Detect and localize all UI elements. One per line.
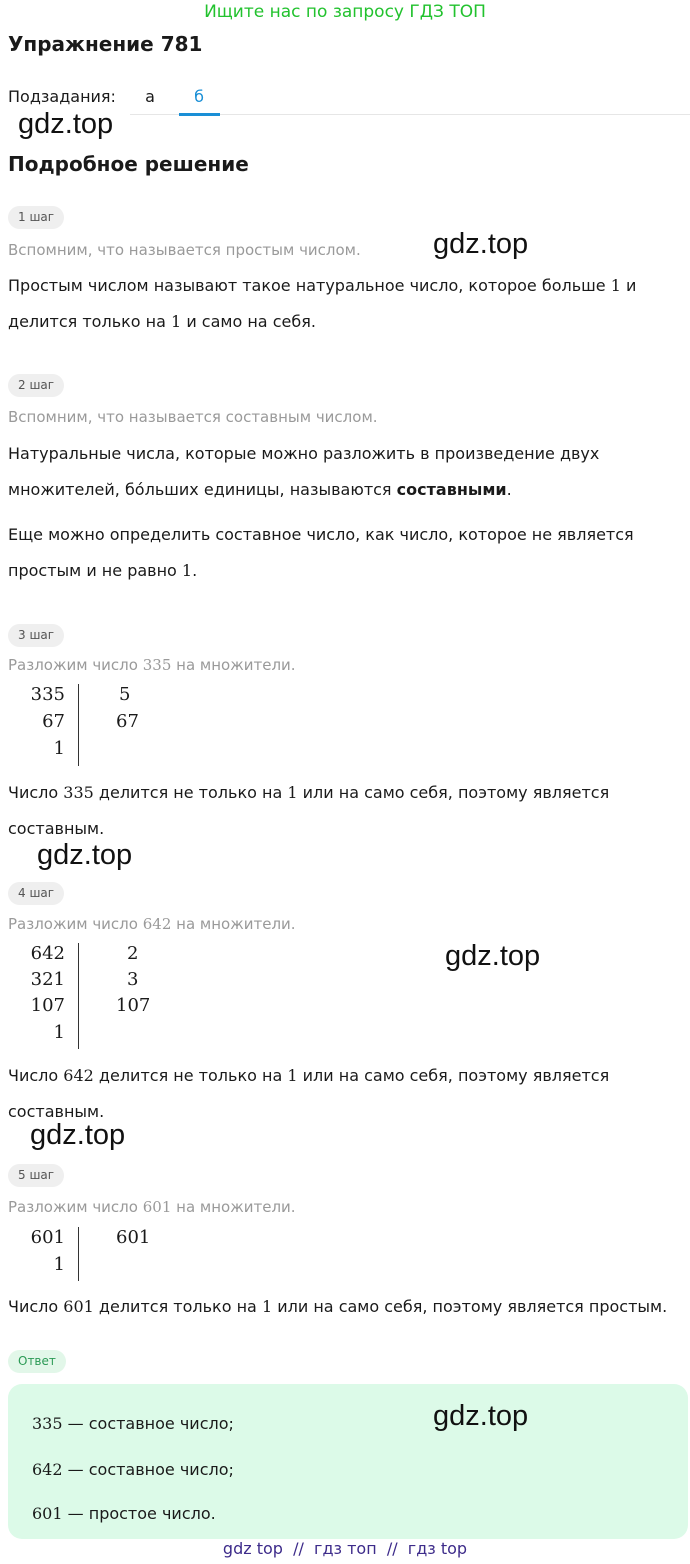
step-badge: 4 шаг — [8, 882, 64, 905]
factor-left: 107 — [30, 995, 65, 1016]
factor-divider — [78, 684, 79, 766]
watermark: gdz.top — [18, 108, 114, 140]
answer-badge: Ответ — [8, 1350, 66, 1373]
subtask-tab-a[interactable]: а — [145, 87, 155, 106]
solution-heading: Подробное решение — [8, 152, 249, 176]
answer-line: 335 — составное число; — [32, 1414, 234, 1433]
step-badge: 2 шаг — [8, 374, 64, 397]
step-text: Еще можно определить составное число, как число, которое не является простым и не равно 1. — [8, 525, 634, 580]
factor-left: 1 — [53, 1022, 65, 1043]
step-conclusion: Число 601 делится только на 1 или на само себя, поэтому является простым. — [8, 1297, 668, 1316]
factor-left: 67 — [42, 711, 65, 732]
factor-left: 1 — [53, 1254, 65, 1275]
factor-right: 601 — [116, 1227, 151, 1248]
factor-right: 2 — [127, 943, 139, 964]
watermark: gdz.top — [433, 228, 529, 260]
factor-right: 5 — [119, 684, 131, 705]
answer-line: 642 — составное число; — [32, 1460, 234, 1479]
factor-left: 335 — [30, 684, 65, 705]
factor-right: 67 — [116, 711, 139, 732]
step-hint: Разложим число 642 на множители. — [8, 915, 296, 933]
factorization-table — [8, 684, 168, 768]
step-hint: Разложим число 335 на множители. — [8, 656, 296, 674]
subtasks-label: Подзадания: — [8, 87, 116, 106]
watermark: gdz.top — [433, 1400, 529, 1432]
step-hint: Вспомним, что называется простым числом. — [8, 241, 361, 259]
factorization-table — [8, 943, 168, 1051]
subtask-tab-b[interactable]: б — [194, 87, 204, 106]
page-title: Упражнение 781 — [8, 32, 203, 56]
top-banner[interactable]: Ищите нас по запросу ГДЗ ТОП — [204, 2, 486, 22]
watermark: gdz.top — [37, 839, 133, 871]
step-conclusion: Число 335 делится не только на 1 или на само себя, поэтому является составным. — [8, 783, 610, 838]
factor-right: 3 — [127, 969, 139, 990]
factor-left: 601 — [30, 1227, 65, 1248]
step-text: Простым числом называют такое натуральное число, которое больше 1 и делится только на 1 и само на себя. — [8, 276, 637, 331]
factor-left: 1 — [53, 738, 65, 759]
factor-left: 321 — [30, 969, 65, 990]
factor-right: 107 — [116, 995, 151, 1016]
factor-divider — [78, 943, 79, 1049]
watermark: gdz.top — [445, 940, 541, 972]
step-badge: 5 шаг — [8, 1164, 64, 1187]
step-badge: 3 шаг — [8, 624, 64, 647]
factor-divider — [78, 1227, 79, 1281]
watermark: gdz.top — [30, 1119, 126, 1151]
step-badge: 1 шаг — [8, 206, 64, 229]
step-text: Натуральные числа, которые можно разложить в произведение двух множителей, бо́льших единицы, называются составными. — [8, 444, 600, 499]
footer-links[interactable]: gdz top // гдз топ // гдз top — [222, 1539, 468, 1558]
step-hint: Разложим число 601 на множители. — [8, 1198, 296, 1216]
factorization-table — [8, 1227, 168, 1283]
subtask-active-indicator — [179, 113, 220, 116]
factor-left: 642 — [30, 943, 65, 964]
answer-line: 601 — простое число. — [32, 1504, 216, 1523]
step-hint: Вспомним, что называется составным числом. — [8, 408, 378, 426]
step-conclusion: Число 642 делится не только на 1 или на само себя, поэтому является составным. — [8, 1066, 610, 1121]
